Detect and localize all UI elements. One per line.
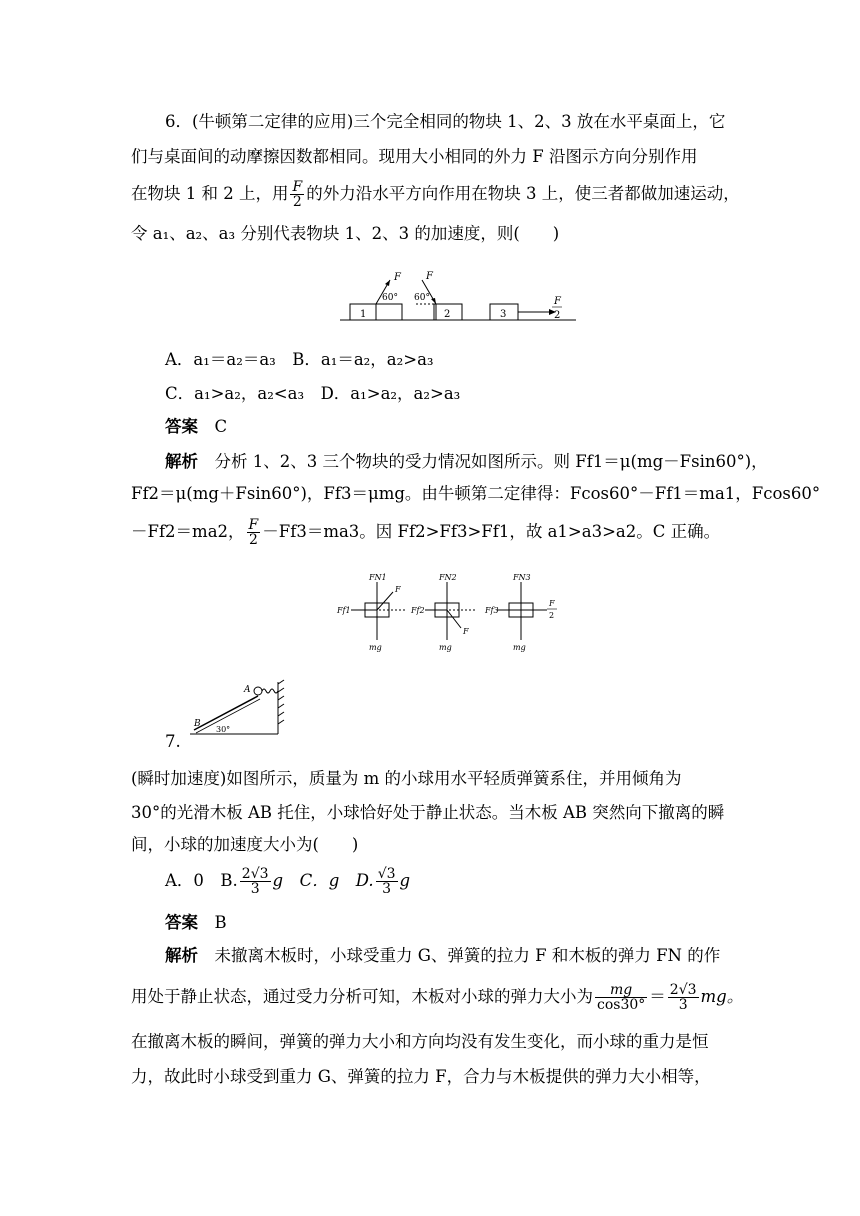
q6-frac-num: F (292, 179, 303, 195)
fbd-1-fn: FN1 (369, 573, 387, 582)
q7-options (165, 867, 765, 896)
q6-analysis-text-1: 分析 1、2、3 三个物块的受力情况如图所示。则 Ff1＝μ(mg－Fsin60°)， (214, 452, 768, 471)
fbd-2 (410, 573, 475, 652)
ball (254, 687, 262, 695)
wall-hatch-4 (278, 704, 284, 708)
q7-number: 7. (165, 732, 181, 751)
q6-analysis-3b: －Ff3＝ma3。因 Ff2>Ff3>Ff1，故 a1>a3>a2。C 正确。 (262, 522, 721, 541)
q7-incline-figure (180, 678, 290, 738)
wall-hatch-2 (278, 688, 284, 692)
q6-line-1: 6．(牛顿第二定律的应用)三个完全相同的物块 1、2、3 放在水平桌面上，它 (165, 112, 726, 131)
block-1-label: 1 (360, 309, 367, 320)
fbd-1 (336, 573, 405, 652)
q7-analysis-4: 力，故此时小球受到重力 G、弹簧的拉力 F，合力与木板提供的弹力大小相等， (131, 1067, 711, 1086)
q6-line-2: 们与桌面间的动摩擦因数都相同。现用大小相同的外力 F 沿图示方向分别作用 (131, 147, 698, 166)
q7-opt-d-den: 3 (382, 881, 392, 897)
wall-hatch-1 (278, 680, 284, 684)
fbd-3-fn: FN3 (513, 573, 531, 582)
force-1-arrowhead (385, 280, 390, 286)
q6-options-1: A．a₁＝a₂＝a₃ B．a₁＝a₂，a₂>a₃ (165, 350, 434, 369)
q6-answer-value: C (214, 417, 228, 436)
label-b: B (194, 719, 201, 729)
q7-opt-b-den: 3 (250, 881, 260, 897)
q6-analysis-1 (165, 451, 768, 473)
force-2-arrowhead (431, 298, 436, 304)
angle-1-label: 60° (382, 293, 398, 303)
q7-opt-b-tail: g C．g D. (272, 871, 374, 890)
q6-analysis-frac-den: 2 (248, 532, 258, 548)
q7-opt-b-frac (240, 867, 271, 896)
fbd-3-mg: mg (513, 643, 526, 652)
fbd-2-f: F (463, 627, 469, 636)
q6-line-3 (131, 179, 740, 210)
q6-options-2: C．a₁>a₂，a₂<a₃ D．a₁>a₂，a₂>a₃ (165, 384, 461, 403)
q7-opt-a: A．0 B. (165, 871, 238, 890)
q7-analysis-1 (165, 945, 765, 967)
q7-frac-1-num: mg (595, 983, 647, 998)
q6-frac-den: 2 (292, 194, 302, 210)
angle-2-label: 60° (414, 293, 430, 303)
q7-answer (165, 912, 765, 934)
q7-opt-d-tail: g (399, 871, 411, 890)
fbd-2-ff: Ff2 (411, 606, 425, 615)
fbd-3-num: F (549, 599, 555, 608)
label-a: A (244, 685, 251, 695)
fbd-1-force (377, 592, 393, 610)
q7-line-2: 30°的光滑木板 AB 托住，小球恰好处于静止状态。当木板 AB 突然向下撤离的瞬 (131, 803, 725, 822)
fbd-3 (484, 573, 557, 652)
q6-analysis-2: Ff2＝μ(mg＋Fsin60°)，Ff3＝μmg。由牛顿第二定律得：Fcos60°－Ff1＝ma1，Fcos60° (131, 484, 821, 503)
q6-analysis-fraction (247, 518, 261, 547)
q7-line-1: (瞬时加速度)如图所示，质量为 m 的小球用水平轻质弹簧系住，并用倾角为 (131, 769, 682, 788)
q6-line-3a: 在物块 1 和 2 上，用 (131, 184, 289, 203)
q7-opt-d-num: √3 (377, 866, 396, 882)
fbd-3-ff: Ff3 (485, 606, 499, 615)
q6-line-3b: 的外力沿水平方向作用在物块 3 上，使三者都做加速运动， (306, 184, 740, 203)
fbd-3-den: 2 (549, 611, 555, 620)
q7-eq: ＝ (649, 987, 666, 1006)
wall-hatch-5 (278, 712, 284, 716)
q6-analysis-frac-num: F (248, 517, 259, 533)
wall-hatch-3 (278, 696, 284, 700)
q7-analysis-text-1: 未撤离木板时，小球受重力 G、弹簧的拉力 F 和木板的弹力 FN 的作 (214, 946, 721, 965)
force-2-label: F (426, 271, 433, 282)
fbd-2-mg: mg (439, 643, 452, 652)
q6-analysis-3a: －Ff2＝ma2， (131, 522, 245, 541)
q7-answer-value: B (214, 913, 227, 932)
wall-hatch-6 (278, 720, 284, 724)
q7-answer-label: 答案 (165, 913, 198, 932)
block-1b (376, 304, 402, 320)
q7-analysis-3: 在撤离木板的瞬间，弹簧的弹力大小和方向均没有发生变化，而小球的重力是恒 (131, 1032, 709, 1051)
q6-analysis-3 (131, 518, 731, 547)
q6-fraction (290, 180, 304, 209)
q7-analysis-2a: 用处于静止状态，通过受力分析可知，木板对小球的弹力大小为 (131, 987, 593, 1006)
q6-answer-label: 答案 (165, 417, 198, 436)
q7-frac-1-den: cos30° (597, 997, 646, 1013)
angle-label: 30° (216, 725, 231, 734)
q7-analysis-2 (131, 982, 744, 1013)
fbd-1-ff: Ff1 (337, 606, 351, 615)
q7-frac-2-den: 3 (678, 997, 688, 1013)
block-3-label: 3 (500, 309, 507, 320)
q7-frac-2-num: 2√3 (669, 982, 697, 998)
q7-line-3: 间，小球的加速度大小为( ) (131, 835, 359, 854)
fbd-1-mg: mg (369, 643, 382, 652)
block-2-label: 2 (444, 309, 451, 320)
q6-fbd-figure (335, 570, 575, 652)
spring (262, 689, 278, 693)
force-1-label: F (394, 272, 401, 283)
q6-analysis-label: 解析 (165, 452, 198, 471)
q7-frac-2 (668, 983, 699, 1012)
q7-opt-d-frac (376, 867, 398, 896)
q7-analysis-2b: mg。 (700, 987, 744, 1006)
q6-answer (165, 416, 765, 438)
force-3-num: F (554, 296, 561, 307)
q7-frac-1 (595, 983, 647, 1012)
fbd-2-fn: FN2 (439, 573, 457, 582)
q6-line-4: 令 a₁、a₂、a₃ 分别代表物块 1、2、3 的加速度，则( ) (131, 224, 560, 243)
fbd-1-f: F (395, 585, 401, 594)
force-3-den: 2 (554, 310, 561, 321)
q7-opt-b-num: 2√3 (241, 866, 269, 882)
q7-analysis-label: 解析 (165, 946, 198, 965)
q6-blocks-figure (338, 268, 578, 326)
